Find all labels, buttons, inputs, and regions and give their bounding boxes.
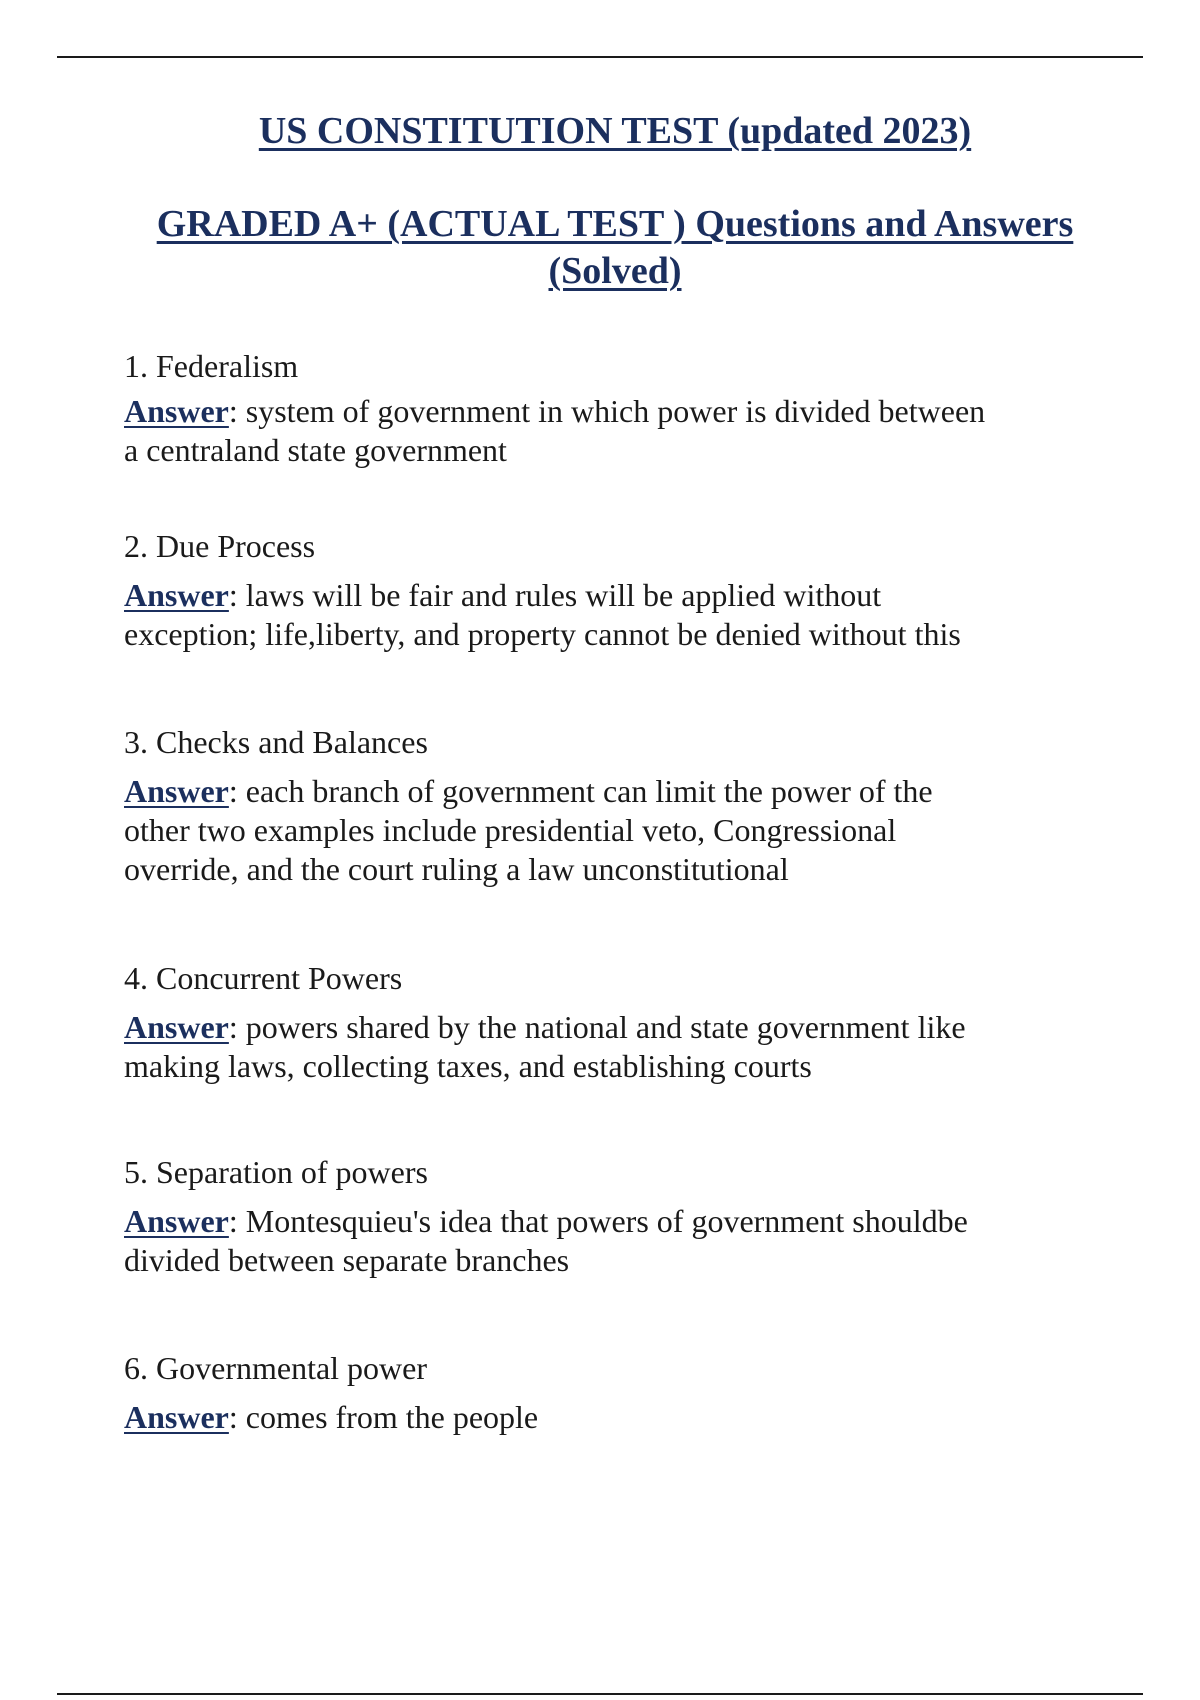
answer-line: : comes from the people [228, 1399, 539, 1435]
qa-item-governmental-power [124, 1348, 1124, 1437]
question-text: 3. Checks and Balances [124, 724, 428, 760]
answer-text [124, 1008, 1124, 1086]
answer-line: : powers shared by the national and state government like [228, 1009, 966, 1045]
qa-item-separation-of-powers [124, 1152, 1124, 1280]
answer-line: making laws, collecting taxes, and establishing courts [124, 1048, 812, 1084]
answer-text [124, 392, 1124, 470]
answer-label: Answer [124, 1399, 229, 1435]
question-text: 2. Due Process [124, 528, 316, 564]
document-subtitle-solved: (Solved) [548, 250, 682, 292]
answer-line: : Montesquieu's idea that powers of government shouldbe [228, 1203, 968, 1239]
top-rule [57, 56, 1143, 58]
answer-line: other two examples include presidential veto, Congressional [124, 812, 897, 848]
answer-text [124, 1202, 1124, 1280]
document-title: US CONSTITUTION TEST (updated 2023) [258, 110, 972, 152]
answer-text [124, 772, 1124, 889]
qa-item-federalism [124, 346, 1124, 470]
answer-label: Answer [124, 773, 229, 809]
answer-line: : system of government in which power is divided between [228, 393, 986, 429]
answer-label: Answer [124, 1009, 229, 1045]
answer-text [124, 1398, 1124, 1437]
question-text: 1. Federalism [124, 348, 299, 384]
answer-label: Answer [124, 577, 229, 613]
answer-label: Answer [124, 393, 229, 429]
qa-item-concurrent-powers [124, 958, 1124, 1086]
qa-item-due-process [124, 526, 1124, 654]
question-text: 4. Concurrent Powers [124, 960, 403, 996]
question-text: 5. Separation of powers [124, 1154, 428, 1190]
answer-label: Answer [124, 1203, 229, 1239]
answer-line: exception; life,liberty, and property cannot be denied without this [124, 616, 961, 652]
answer-line: override, and the court ruling a law unconstitutional [124, 851, 789, 887]
answer-line: a centraland state government [124, 432, 507, 468]
document-subtitle: GRADED A+ (ACTUAL TEST ) Questions and Answers [156, 203, 1074, 245]
question-text: 6. Governmental power [124, 1350, 428, 1386]
qa-item-checks-and-balances [124, 722, 1124, 889]
answer-line: : each branch of government can limit the power of the [228, 773, 933, 809]
answer-text [124, 576, 1124, 654]
answer-line: divided between separate branches [124, 1242, 570, 1278]
answer-line: : laws will be fair and rules will be applied without [228, 577, 882, 613]
bottom-rule [57, 1693, 1143, 1695]
